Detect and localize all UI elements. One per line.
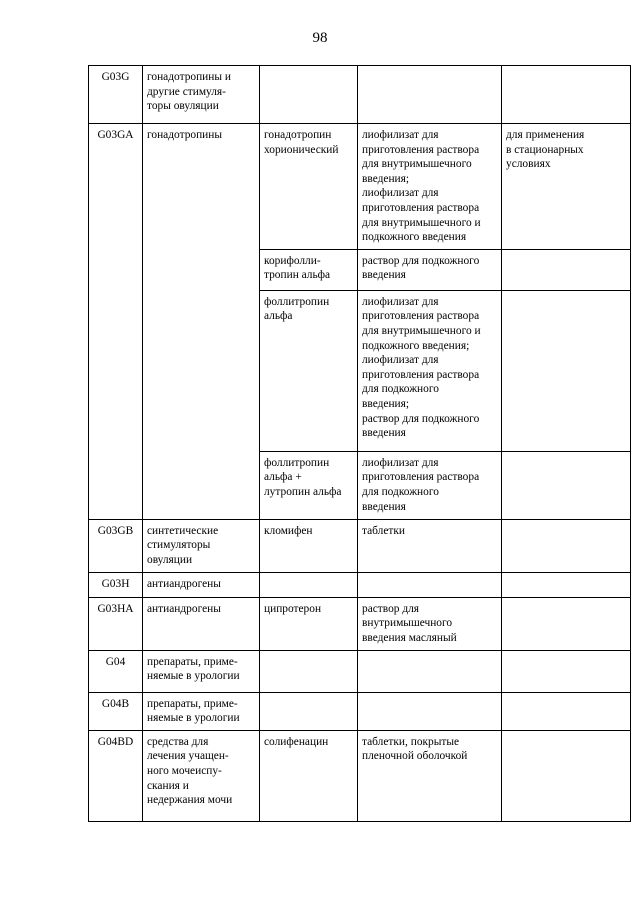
table-row <box>89 730 631 821</box>
dosage-form-cell-line: для внутримышечного и <box>362 324 481 337</box>
group-name-cell <box>143 597 260 650</box>
note-cell <box>502 519 631 572</box>
dosage-form-cell <box>358 650 502 692</box>
note-cell <box>502 597 631 650</box>
dosage-form-cell-line: лиофилизат для <box>362 129 439 141</box>
drug-name-cell <box>260 730 358 821</box>
atc-code-cell: G03G <box>89 66 143 124</box>
dosage-form-cell-line: лиофилизат для <box>362 354 439 367</box>
group-name-cell <box>143 730 260 821</box>
group-name-cell-line: няемые в урологии <box>147 670 240 683</box>
dosage-form-cell-line: лиофилизат для <box>362 295 439 308</box>
drug-name-cell <box>260 124 358 250</box>
dosage-form-cell-line: приготовления раствора <box>362 201 480 214</box>
drug-name-cell-line: гонадотропин <box>264 129 332 141</box>
drug-name-cell-line: фоллитропин <box>264 295 330 308</box>
drug-name-cell <box>260 572 358 597</box>
dosage-form-cell-line: подкожного введения <box>362 231 467 244</box>
atc-code-cell: G04BD <box>89 730 143 821</box>
dosage-form-cell <box>358 692 502 730</box>
dosage-form-cell <box>358 597 502 650</box>
drug-name-cell-line: ципротерон <box>264 602 322 615</box>
group-name-cell <box>143 572 260 597</box>
dosage-form-cell-line: таблетки <box>362 524 406 537</box>
group-name-cell-line: недержания мочи <box>147 794 233 807</box>
dosage-form-cell-line: для подкожного <box>362 383 439 396</box>
group-name-cell-line: ного мочеиспу- <box>147 764 222 777</box>
drug-name-cell <box>260 519 358 572</box>
dosage-form-cell <box>358 519 502 572</box>
dosage-form-cell-line: внутримышечного <box>362 617 453 630</box>
note-cell <box>502 650 631 692</box>
table-row <box>89 66 631 124</box>
dosage-form-cell-line: для внутримышечного <box>362 158 472 171</box>
table-row <box>89 597 631 650</box>
group-name-cell <box>143 66 260 124</box>
dosage-form-cell-line: приготовления раствора <box>362 471 480 484</box>
table-row <box>89 692 631 730</box>
dosage-form-cell-line: раствор для <box>362 602 420 615</box>
drug-name-cell-line: альфа + <box>264 471 302 484</box>
note-cell <box>502 451 631 519</box>
note-cell-line: для применения <box>506 129 585 141</box>
group-name-cell-line: торы овуляции <box>147 100 219 113</box>
group-name-cell-line: овуляции <box>147 553 193 566</box>
drug-name-cell-line: кломифен <box>264 524 313 537</box>
group-name-cell-line: стимуляторы <box>147 539 211 552</box>
dosage-form-cell-line: для внутримышечного и <box>362 216 481 229</box>
group-name-cell-line: антиандрогены <box>147 602 221 615</box>
group-name-cell-line: гонадотропины и <box>147 71 231 83</box>
note-cell <box>502 66 631 124</box>
atc-code-cell: G04 <box>89 650 143 692</box>
group-name-cell-line: препараты, приме- <box>147 655 238 668</box>
group-name-cell <box>143 124 260 520</box>
dosage-form-cell-line: введения; <box>362 397 410 410</box>
group-name-cell <box>143 692 260 730</box>
group-name-cell <box>143 650 260 692</box>
drug-name-cell <box>260 451 358 519</box>
drug-name-cell <box>260 597 358 650</box>
dosage-form-cell-line: введения масляный <box>362 631 457 644</box>
note-cell <box>502 692 631 730</box>
dosage-form-cell-line: раствор для подкожного <box>362 412 480 425</box>
drug-name-cell-line: корифолли- <box>264 254 321 267</box>
atc-code-cell: G03GA <box>89 124 143 520</box>
drug-name-cell-line: солифенацин <box>264 735 329 748</box>
dosage-form-cell-line: таблетки, покрытые <box>362 735 460 748</box>
atc-code-cell: G03GB <box>89 519 143 572</box>
drug-name-cell <box>260 290 358 451</box>
drug-name-cell <box>260 650 358 692</box>
dosage-form-cell-line: для подкожного <box>362 485 439 498</box>
dosage-form-cell-line: приготовления раствора <box>362 310 480 323</box>
dosage-form-cell-line: приготовления раствора <box>362 368 480 381</box>
dosage-form-cell-line: введения <box>362 500 406 513</box>
dosage-form-cell-line: подкожного введения; <box>362 339 470 352</box>
group-name-cell-line: антиандрогены <box>147 577 221 590</box>
table-row <box>89 519 631 572</box>
note-cell-line: в стационарных <box>506 143 584 156</box>
group-name-cell-line: средства для <box>147 735 209 748</box>
dosage-form-cell-line: введения <box>362 269 406 282</box>
group-name-cell-line: няемые в урологии <box>147 712 240 725</box>
group-name-cell-line: синтетические <box>147 524 219 537</box>
drug-name-cell-line: лутропин альфа <box>264 485 342 498</box>
drug-name-cell-line: хорионический <box>264 143 339 156</box>
dosage-form-cell <box>358 730 502 821</box>
table-row <box>89 572 631 597</box>
atc-code-cell: G03H <box>89 572 143 597</box>
atc-code-cell: G04B <box>89 692 143 730</box>
dosage-form-cell <box>358 66 502 124</box>
table-row <box>89 650 631 692</box>
dosage-form-cell <box>358 451 502 519</box>
note-cell-line: условиях <box>506 158 551 171</box>
dosage-form-cell-line: введения <box>362 427 406 440</box>
dosage-form-cell <box>358 249 502 290</box>
dosage-form-cell-line: введения; <box>362 172 410 185</box>
dosage-form-cell-line: приготовления раствора <box>362 143 480 156</box>
dosage-form-cell <box>358 290 502 451</box>
group-name-cell-line: препараты, приме- <box>147 697 238 710</box>
group-name-cell-line: лечения учащен- <box>147 750 229 763</box>
drug-name-cell <box>260 692 358 730</box>
group-name-cell-line: скания и <box>147 779 189 792</box>
atc-code-cell: G03HA <box>89 597 143 650</box>
drug-name-cell-line: альфа <box>264 310 293 323</box>
table-row <box>89 124 631 250</box>
dosage-form-cell-line: лиофилизат для <box>362 187 439 200</box>
dosage-form-cell-line: пленочной оболочкой <box>362 750 468 763</box>
drug-table <box>88 65 631 822</box>
drug-name-cell <box>260 249 358 290</box>
note-cell <box>502 124 631 250</box>
note-cell <box>502 730 631 821</box>
dosage-form-cell <box>358 124 502 250</box>
dosage-form-cell <box>358 572 502 597</box>
drug-name-cell <box>260 66 358 124</box>
note-cell <box>502 290 631 451</box>
group-name-cell <box>143 519 260 572</box>
page-number: 98 <box>312 30 328 46</box>
group-name-cell-line: другие стимуля- <box>147 85 226 98</box>
drug-name-cell-line: фоллитропин <box>264 456 330 469</box>
note-cell <box>502 249 631 290</box>
drug-name-cell-line: тропин альфа <box>264 269 331 282</box>
dosage-form-cell-line: лиофилизат для <box>362 456 439 469</box>
group-name-cell-line: гонадотропины <box>147 129 223 141</box>
note-cell <box>502 572 631 597</box>
dosage-form-cell-line: раствор для подкожного <box>362 254 480 267</box>
